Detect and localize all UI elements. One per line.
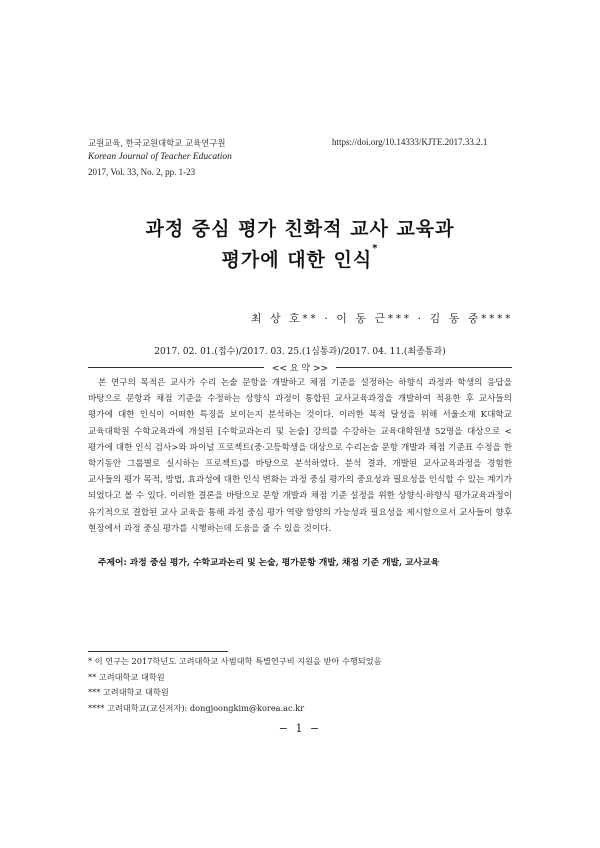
footnote-4: **** 고려대학교(교신저자): dongjoongkim@korea.ac.kr: [88, 702, 305, 713]
paper-title-line-2: [0, 245, 600, 272]
keywords: 주제어: 과정 중심 평가, 수학교과논리 및 논술, 평가문항 개발, 채점 기준 개발, 교사교육: [98, 558, 440, 568]
footnote-2: ** 고려대학교 대학원: [88, 671, 165, 682]
footnote-1: * 이 연구는 2017학년도 고려대학교 사범대학 특별연구비 지원을 받아 수행되었음: [88, 656, 382, 666]
issue-info: 2017, Vol. 33, No. 2, pp. 1-23: [88, 167, 196, 177]
doi-link[interactable]: https://doi.org/10.14333/KJTE.2017.33.2.1: [332, 137, 488, 147]
journal-name: Korean Journal of Teacher Education: [88, 152, 232, 162]
footnotes: [88, 654, 382, 716]
author-list: 최 상 호** · 이 동 근*** · 김 동 중****: [250, 312, 513, 325]
footnote-3: *** 고려대학교 대학원: [88, 687, 169, 698]
title-footnote-mark: *: [372, 243, 379, 254]
paper-title-text: 평가에 대한 인식: [221, 249, 373, 271]
abstract-body: 본 연구의 목적은 교사가 수리 논술 문항을 개발하고 채점 기준을 설정하는 하향식 과정과 학생의 응답을 바탕으로 문항과 채점 기준을 수정하는 상향식 과정이 통합된 교사교육과정을 개발하여 적용한 후 교사들의 평가에 대한 인식이 어떠한 특징을 보이는지 분석하는 것이다. 이러한 목적 달성을 위해 서울소재 K대학교 교육대학원 수학교육과에 개설된 [수학교과논리 및 논술] 강의를 수강하는 교육대학원생 52명을 대상으로 <평가에 대한 인식 검사>와 파이널 프로젝트(중·고등학생을 대상으로 수리논술 문항 개발과 채점 기준표 수정을 한 학기동안 그룹별로 실시하는 프로젝트)를 바탕으로 분석하였다. 분석 결과, 개발된 교사교육과정을 경험한 교사들의 평가 목적, 방법, 효과성에 대한 인식 변화는 과정 중심 평가의 중요성과 필요성을 인식할 수 있는 계기가 되었다고 볼 수 있다. 이러한 결론을 바탕으로 문항 개발과 채점 기준 설정을 위한 상향식·하향식 평가교육과정이 유기적으로 결합된 교사 교육을 통해 과정 중심 평가 역량 함양의 가능성과 필요성을 제시함으로서 교사들이 향후 현장에서 과정 중심 평가를 시행하는데 도움을 줄 수 있을 것이다.: [88, 378, 512, 534]
page-number: − 1 −: [278, 722, 322, 735]
review-dates: 2017. 02. 01.(접수)/2017. 03. 25.(1심통과)/2017. 04. 11.(최종통과): [154, 347, 446, 357]
paper-title-line-1: 과정 중심 평가 친화적 교사 교육과: [145, 218, 455, 240]
summary-rule-right: [336, 367, 512, 368]
summary-heading: << 요 약 >>: [271, 364, 329, 374]
publisher-line: 교원교육, 한국교원대학교 교육연구원: [88, 138, 226, 148]
footnote-divider: [88, 651, 228, 652]
